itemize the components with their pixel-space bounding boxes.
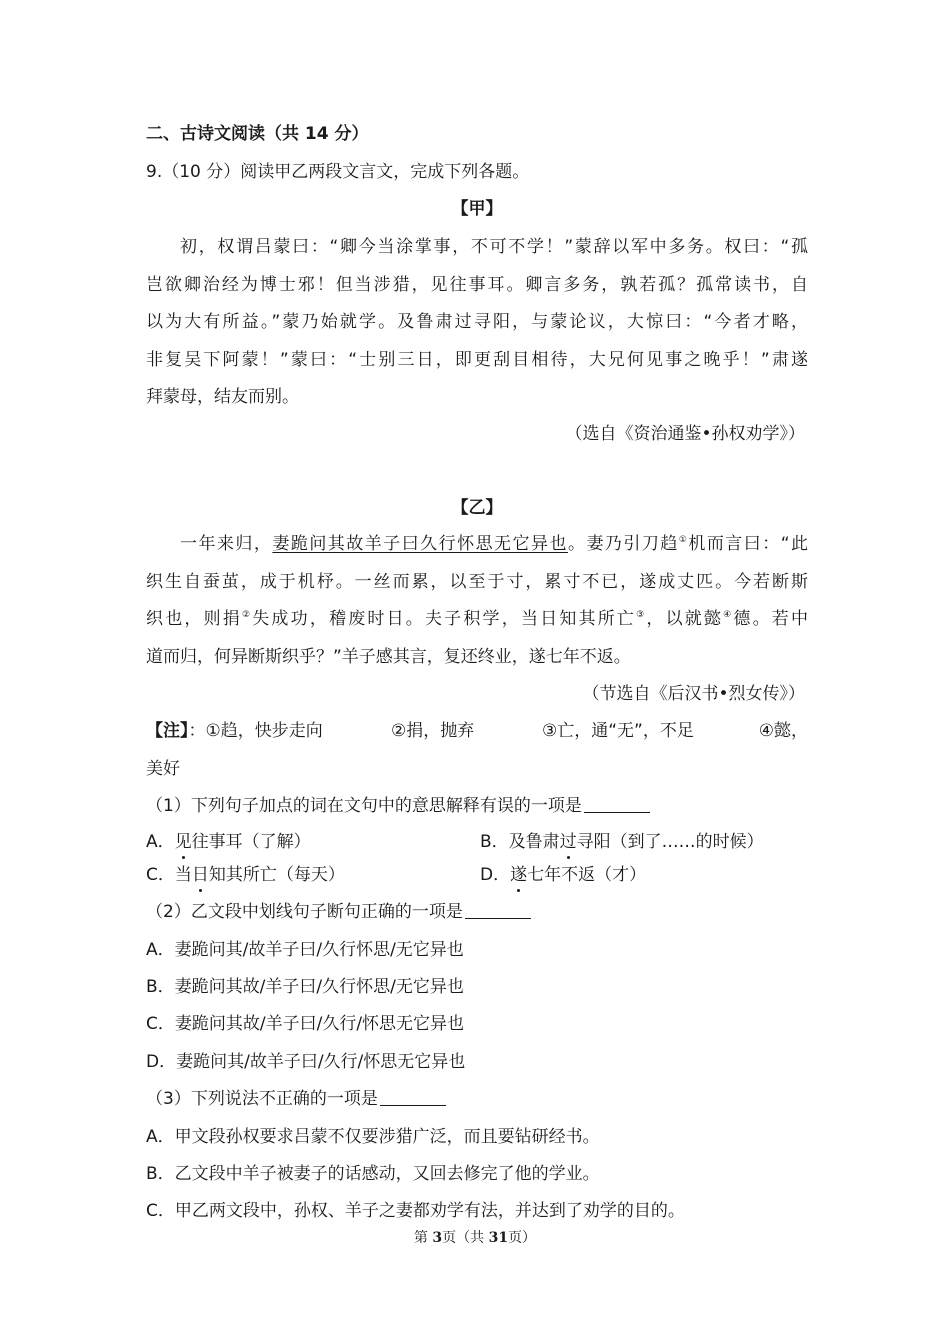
sub-question-1: （1）下列句子加点的词在文句中的意思解释有误的一项是 (146, 795, 650, 817)
note-item: ④懿， (758, 721, 808, 741)
passage-a-line: 初，权谓吕蒙曰：“卿今当涂掌事，不可不学！”蒙辞以军中多务。权曰：“孤 (180, 237, 808, 257)
passage-a-line: 拜蒙母，结友而别。 (146, 387, 299, 407)
question-prompt: 阅读甲乙两段文言文，完成下列各题。 (240, 162, 530, 182)
sub-question-3: （3）下列说法不正确的一项是 (146, 1088, 446, 1110)
sub1-option-a: A．见往事耳（了解） (146, 832, 311, 852)
sub2-option-c: C．妻跪问其故/羊子曰/久行/怀思无它异也 (146, 1014, 465, 1034)
sub3-option-c: C．甲乙两文段中，孙权、羊子之妻都劝学有法，并达到了劝学的目的。 (146, 1201, 685, 1221)
passage-b-source: （节选自《后汉书•烈女传》） (582, 684, 805, 704)
dotted-word: 过 (559, 832, 577, 852)
passage-a-source: （选自《资治通鉴•孙权劝学》） (565, 424, 805, 444)
note-item: ②捐，抛弃 (391, 721, 475, 741)
total-pages: 31 (488, 1230, 509, 1246)
sub-question-2: （2）乙文段中划线句子断句正确的一项是 (146, 901, 531, 923)
answer-blank (584, 796, 650, 813)
passage-b-heading: 【乙】 (451, 498, 503, 518)
notes-continuation: 美好 (146, 759, 180, 779)
passage-b-line: 道而归，何异断斯织乎？”羊子感其言，复还终业，遂七年不返。 (146, 646, 631, 667)
sub2-option-a: A．妻跪问其/故羊子曰/久行怀思/无它异也 (146, 940, 464, 960)
answer-blank (465, 902, 531, 919)
sub2-option-d: D．妻跪问其/故羊子曰/久行/怀思无它异也 (146, 1052, 466, 1072)
passage-a-line: 以为大有所益。”蒙乃始就学。及鲁肃过寻阳，与蒙论议，大惊曰：“今者才略， (146, 312, 808, 332)
note-1-marker: ① (678, 535, 689, 545)
sub1-option-c: C．当日知其所亡（每天） (146, 865, 345, 885)
sub1-option-d: D．遂七年不返（才） (480, 865, 647, 885)
notes-label: 【注】 (146, 721, 189, 741)
note-item: ③亡，通“无”，不足 (542, 721, 694, 741)
note-2-marker: ② (241, 610, 253, 620)
sub3-option-b: B．乙文段中羊子被妻子的话感动，又回去修完了他的学业。 (146, 1164, 600, 1184)
note-3-marker: ③ (636, 610, 647, 620)
passage-a-text (146, 229, 808, 417)
notes-line (146, 720, 808, 742)
section-title: 二、古诗文阅读（共 14 分） (146, 124, 369, 144)
sub2-option-b: B．妻跪问其故/羊子曰/久行怀思/无它异也 (146, 977, 464, 997)
passage-a-heading: 【甲】 (451, 199, 503, 219)
passage-b-line: 织生自蚕茧，成于机杼。一丝而累，以至于寸，累寸不已，遂成丈匹。今若断斯 (146, 571, 808, 592)
sub1-option-b: B．及鲁肃过寻阳（到了……的时候） (480, 832, 764, 852)
current-page: 3 (432, 1230, 443, 1246)
question-number: 9. (146, 162, 163, 182)
question-score: （10 分） (162, 162, 241, 182)
passage-b-text (146, 526, 808, 676)
dotted-word: 见 (174, 832, 192, 852)
answer-blank (380, 1089, 446, 1106)
note-item: ：①趋，快步走向 (188, 721, 323, 741)
underlined-sentence: 妻跪问其故羊子曰久行怀思无它异也 (272, 534, 568, 554)
passage-a-line: 非复吴下阿蒙！”蒙曰：“士别三日，即更刮目相待，大兄何见事之晚乎！”肃遂 (146, 349, 808, 370)
dotted-word: 遂 (510, 865, 528, 885)
note-4-marker: ④ (723, 610, 734, 620)
sub3-option-a: A．甲文段孙权要求吕蒙不仅要涉猎广泛，而且要钻研经书。 (146, 1127, 600, 1147)
question-9-header (146, 161, 529, 183)
page-footer: 第 3页（共 31页） (413, 1230, 537, 1246)
passage-b-line: 织也，则捐②失成功，稽废时日。夫子积学，当日知其所亡③，以就懿④德。若中 (146, 609, 809, 629)
dotted-word: 日 (191, 865, 209, 885)
passage-b-line: 一年来归，妻跪问其故羊子曰久行怀思无它异也。妻乃引刀趋①机而言曰：“此 (180, 534, 809, 554)
passage-a-line: 岂欲卿治经为博士邪！但当涉猎，见往事耳。卿言多务，孰若孤？孤常读书，自 (146, 274, 808, 295)
